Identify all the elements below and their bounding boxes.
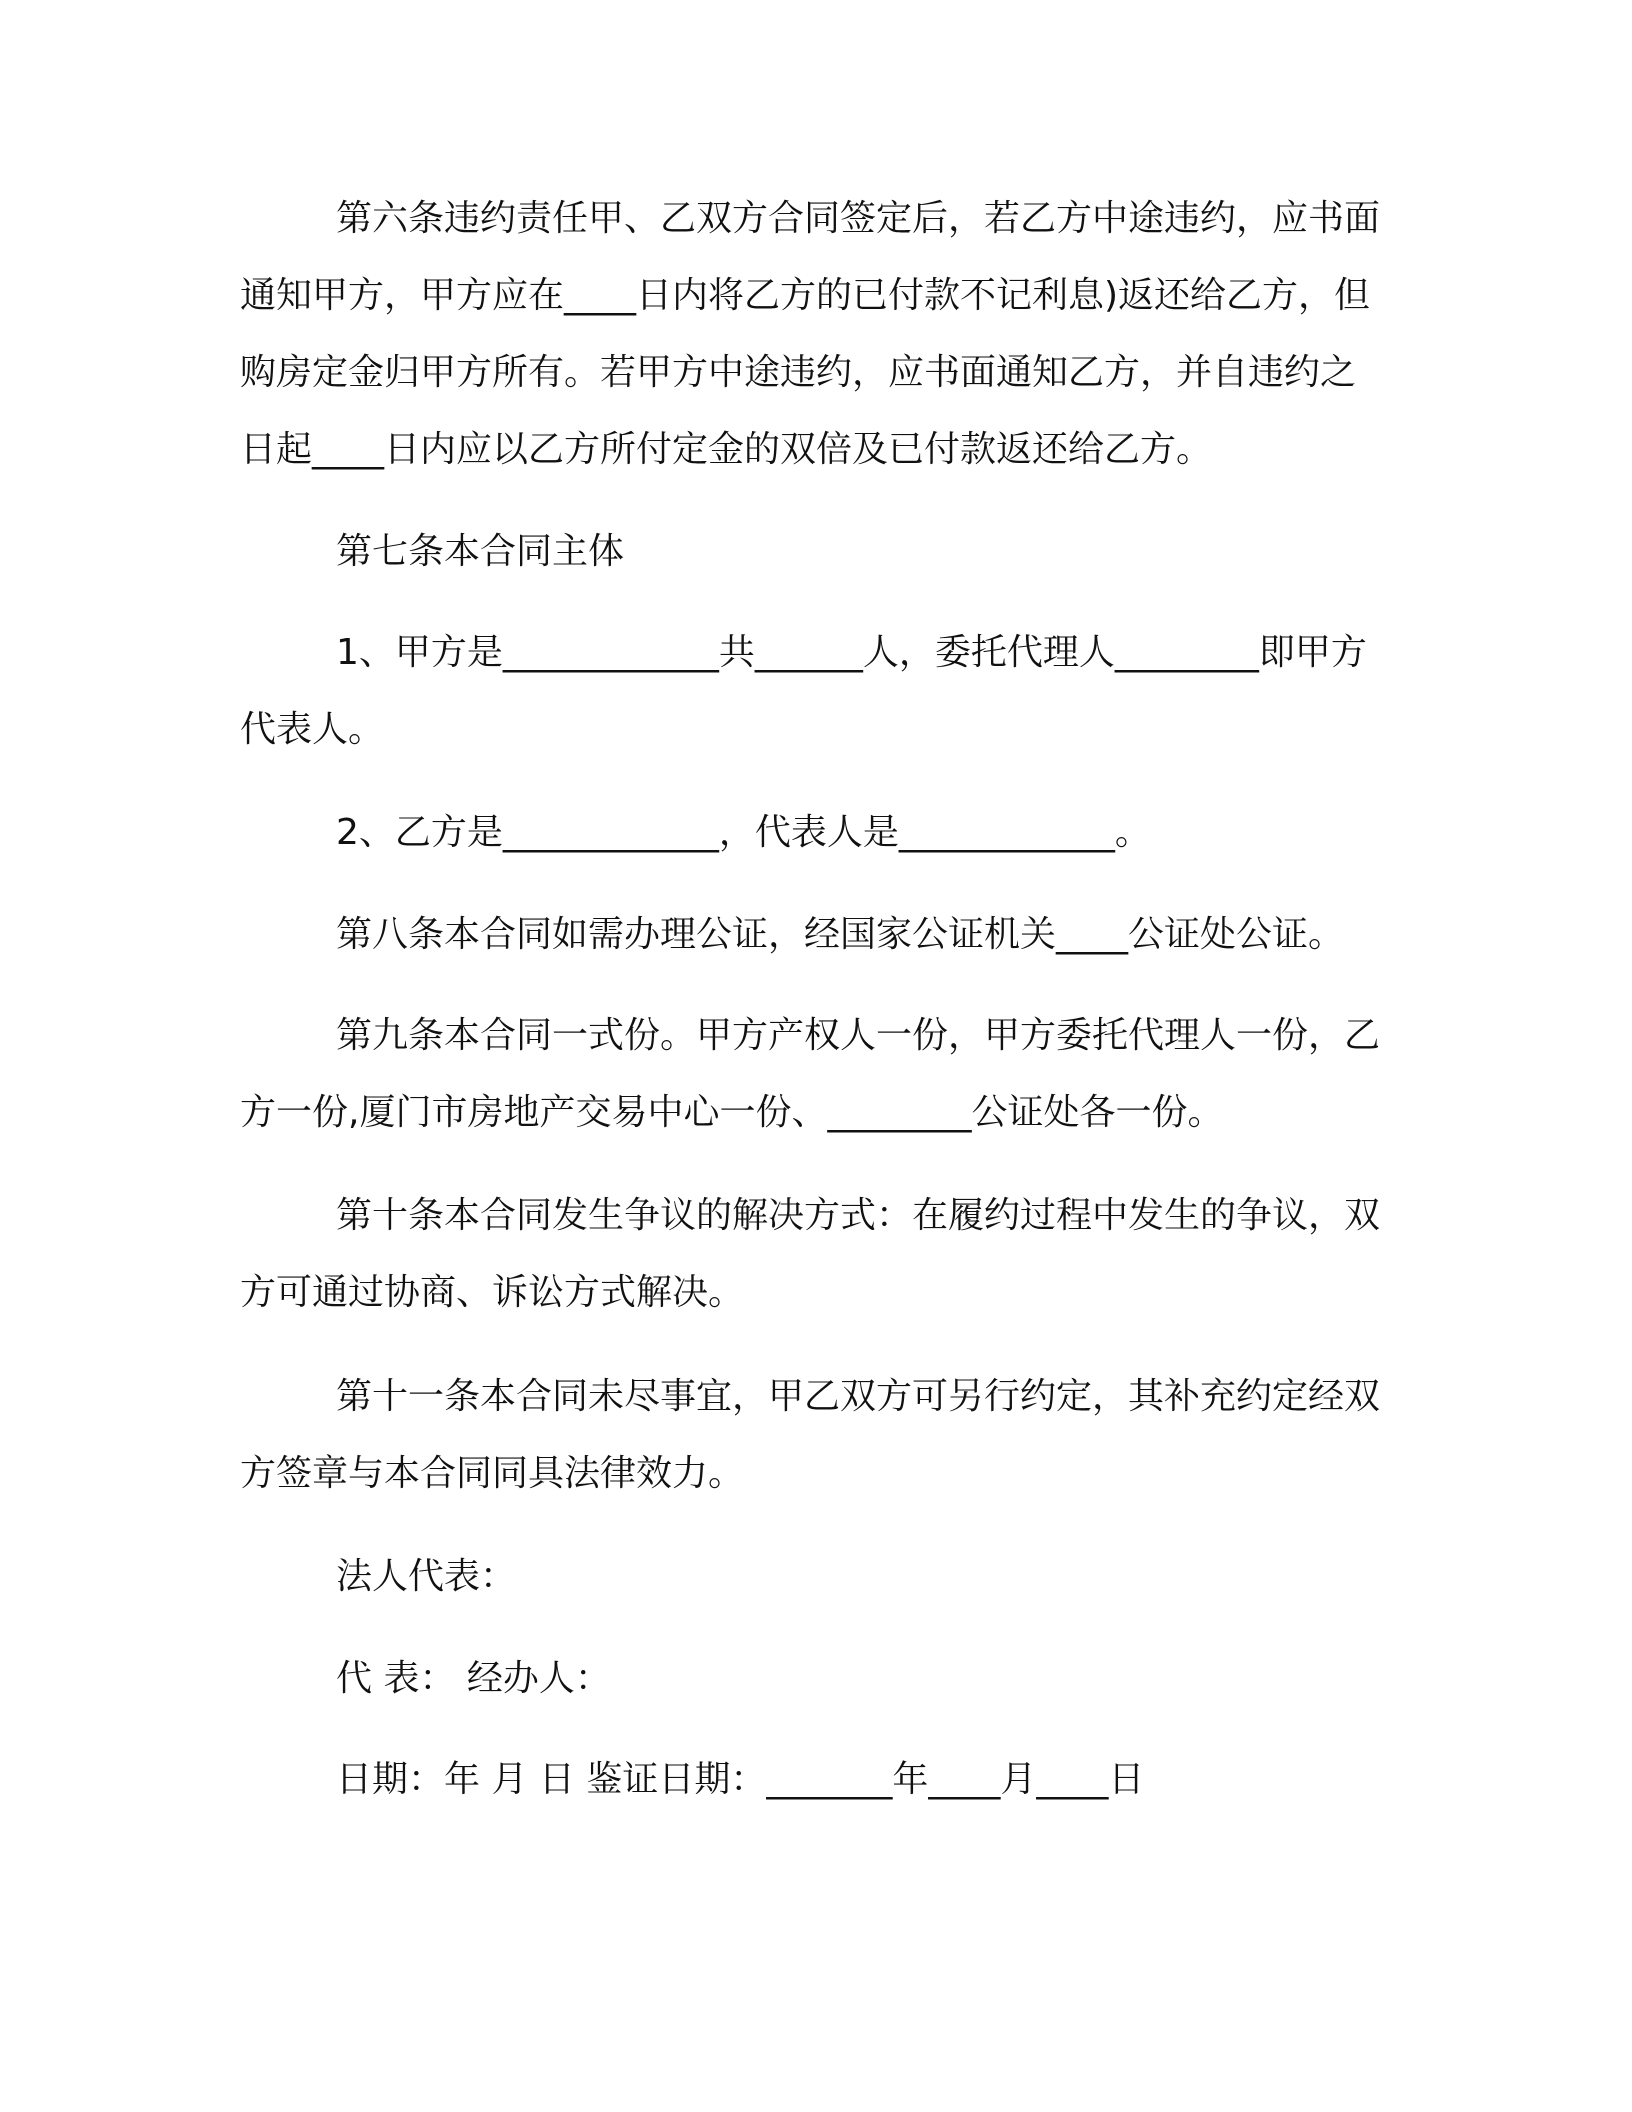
article-7-heading: 第七条本合同主体 <box>336 531 625 572</box>
article-9-copies: 第九条本合同一式份。甲方产权人一份，甲方委托代理人一份，乙方一份,厦门市房地产交易中心一份、________公证处各一份。 <box>240 1015 1381 1133</box>
article-7-party-b: 2、乙方是____________，代表人是____________。 <box>336 812 1151 853</box>
article-10-dispute-resolution: 第十条本合同发生争议的解决方式：在履约过程中发生的争议，双方可通过协商、诉讼方式解决。 <box>240 1195 1381 1313</box>
article-11-supplementary: 第十一条本合同未尽事宜，甲乙双方可另行约定，其补充约定经双方签章与本合同同具法律效力。 <box>240 1376 1381 1494</box>
representative-handler-line: 代 表： 经办人： <box>336 1658 611 1699</box>
article-6-breach-liability: 第六条违约责任甲、乙双方合同签定后，若乙方中途违约，应书面通知甲方，甲方应在____日内将乙方的已付款不记利息)返还给乙方，但购房定金归甲方所有。若甲方中途违约，应书面通知乙方，并自违约之日起____日内应以乙方所付定金的双倍及已付款返还给乙方。 <box>240 198 1381 470</box>
article-8-notarization: 第八条本合同如需办理公证，经国家公证机关____公证处公证。 <box>336 914 1345 955</box>
article-7-party-a: 1、甲方是____________共______人，委托代理人________即甲方代表人。 <box>240 632 1367 750</box>
legal-representative-line: 法人代表： <box>336 1556 517 1597</box>
date-line: 日期：年 月 日 鉴证日期：_______年____月____日 <box>336 1759 1145 1800</box>
